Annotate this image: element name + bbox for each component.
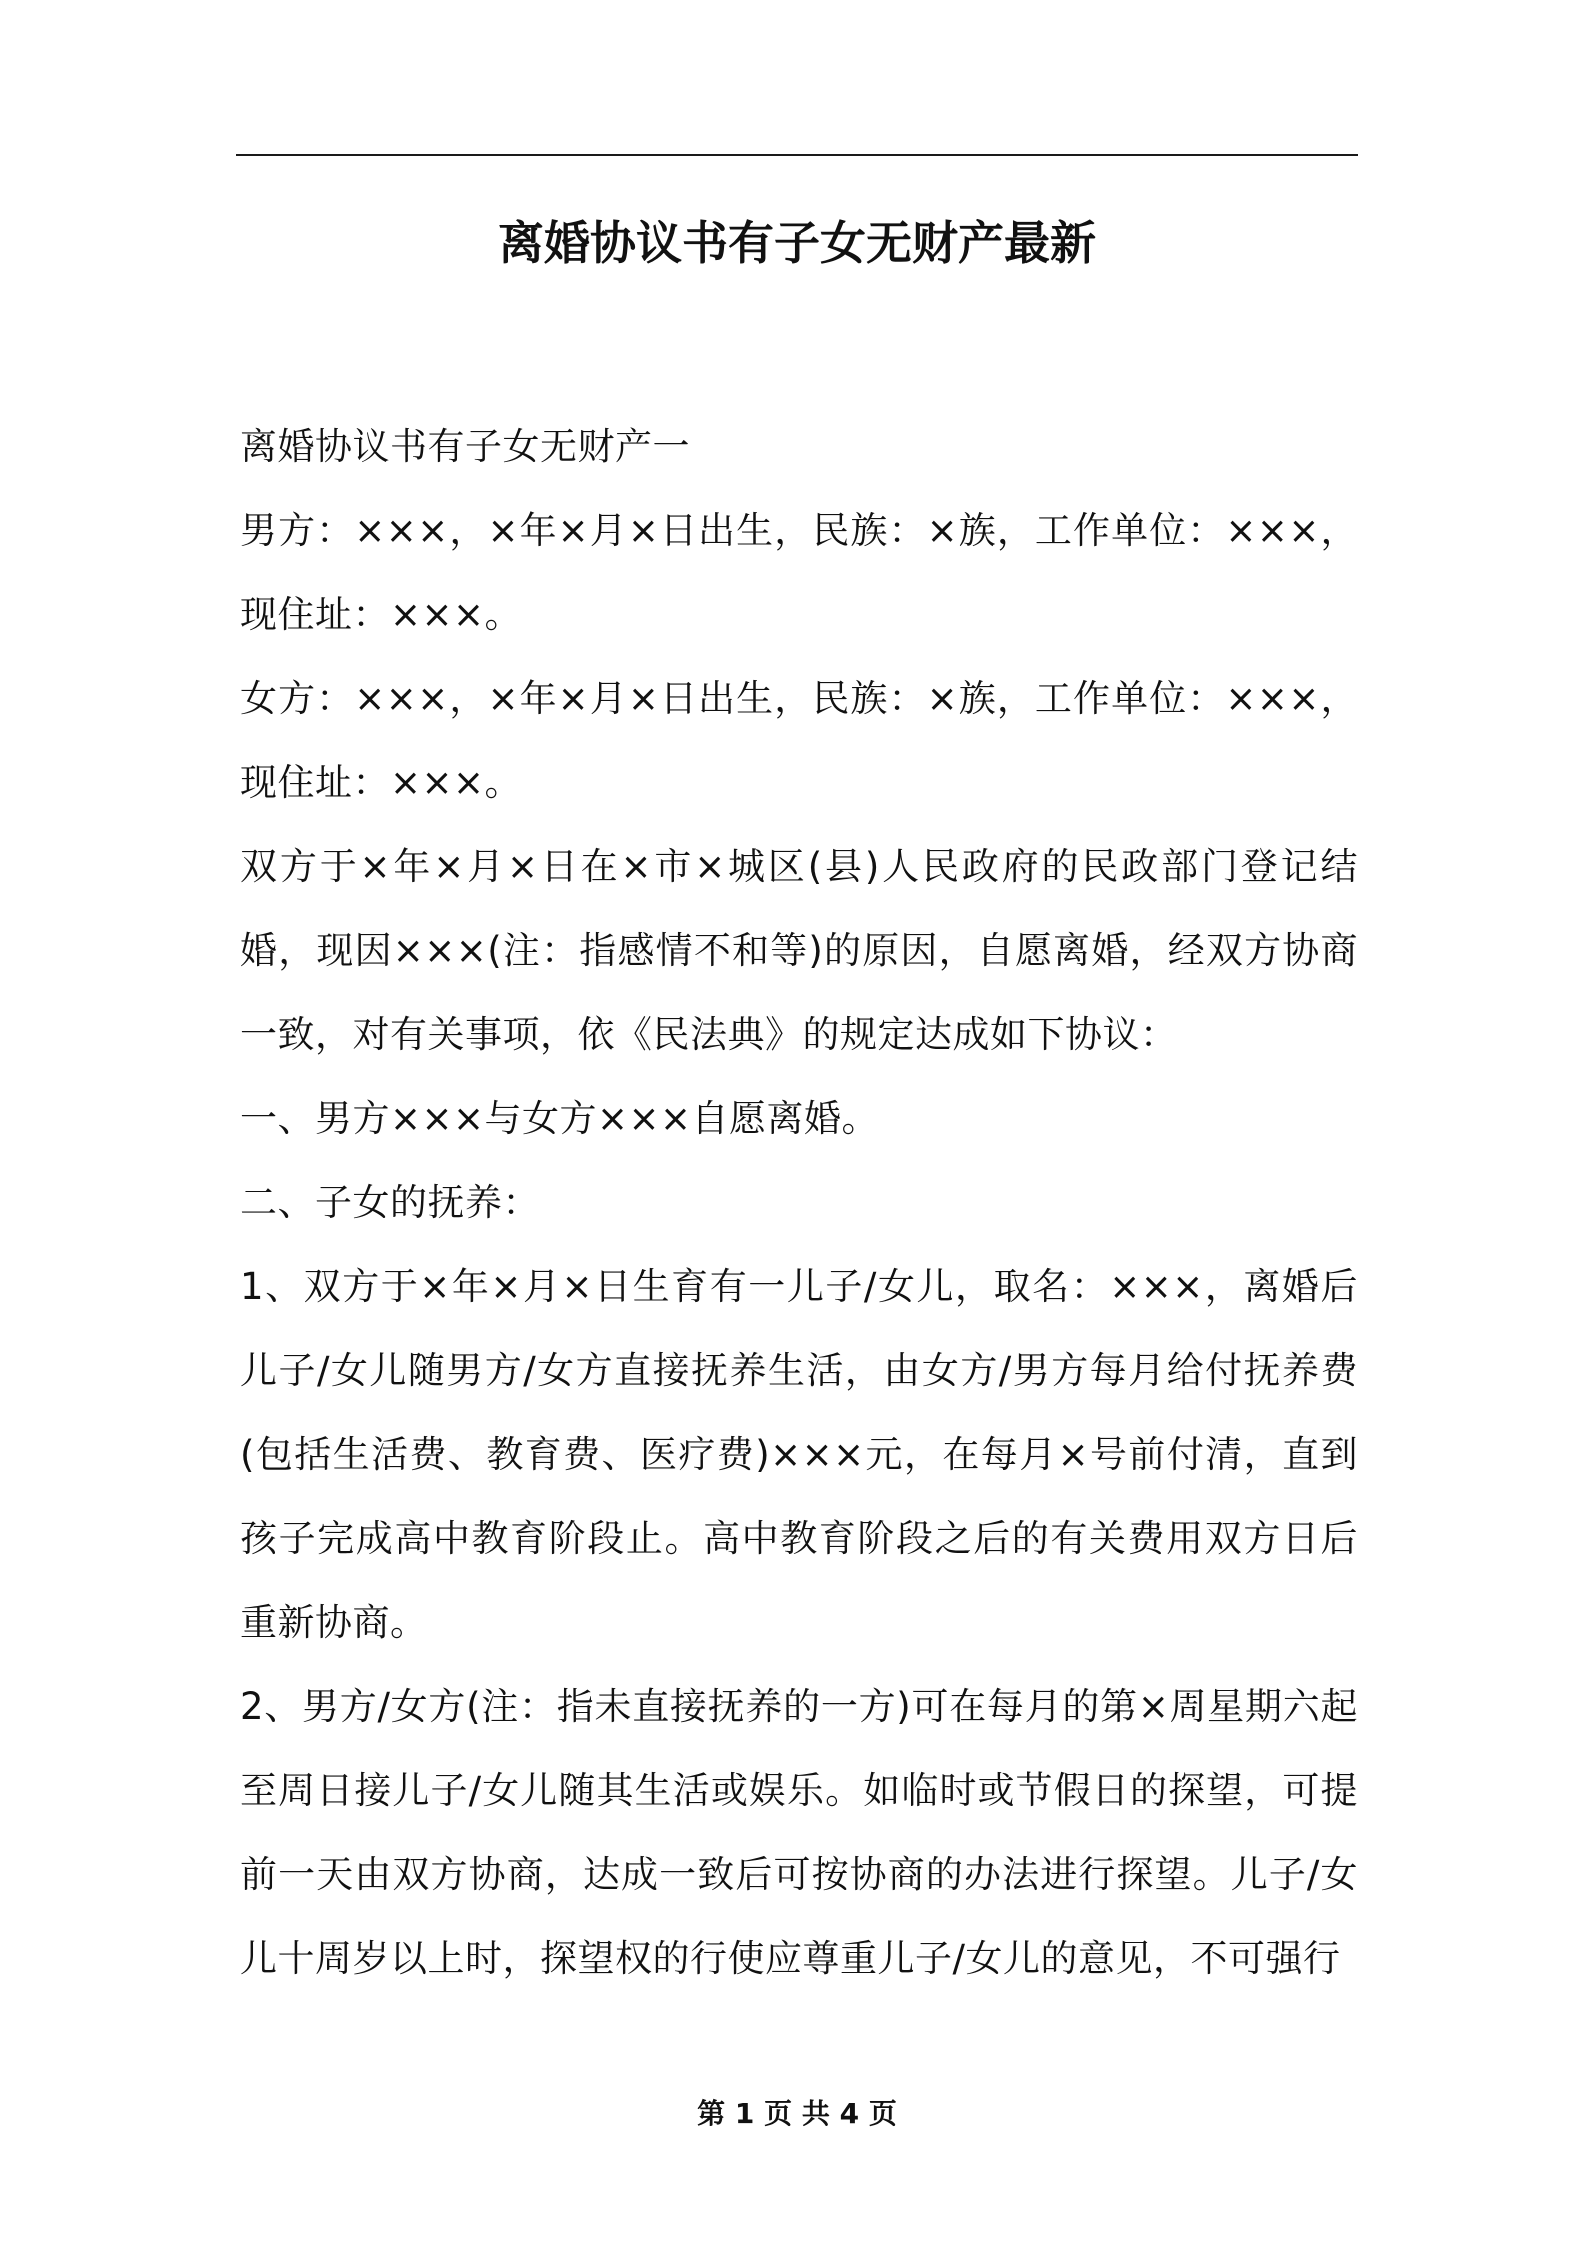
paragraph-male-party: 男方：×××，×年×月×日出生，民族：×族，工作单位：×××，现住址：×××。 (240, 509, 1358, 636)
clause-divorce: 一、男方×××与女方×××自愿离婚。 (240, 1097, 880, 1140)
paragraph-female-party: 女方：×××，×年×月×日出生，民族：×族，工作单位：×××，现住址：×××。 (240, 677, 1358, 804)
document-title: 离婚协议书有子女无财产最新 (498, 216, 1096, 270)
document-body (240, 405, 1358, 2001)
clause-child-custody-heading: 二、子女的抚养： (240, 1181, 540, 1224)
section-heading: 离婚协议书有子女无财产一 (240, 425, 690, 468)
header-rule (236, 154, 1358, 156)
page-number-footer: 第 1 页 共 4 页 (697, 2097, 897, 2130)
clause-visitation: 2、男方/女方(注：指未直接抚养的一方)可在每月的第×周星期六起至周日接儿子/女儿随其生活或娱乐。如临时或节假日的探望，可提前一天由双方协商，达成一致后可按协商的办法进行探望。儿子/女儿十周岁以上时，探望权的行使应尊重儿子/女儿的意见，不可强行 (240, 1685, 1358, 1980)
paragraph-preamble: 双方于×年×月×日在×市×城区(县)人民政府的民政部门登记结婚，现因×××(注：指感情不和等)的原因，自愿离婚，经双方协商一致，对有关事项，依《民法典》的规定达成如下协议： (240, 845, 1358, 1056)
clause-child-support: 1、双方于×年×月×日生育有一儿子/女儿，取名：×××，离婚后儿子/女儿随男方/女方直接抚养生活，由女方/男方每月给付抚养费(包括生活费、教育费、医疗费)×××元，在每月×号前付清，直到孩子完成高中教育阶段止。高中教育阶段之后的有关费用双方日后重新协商。 (240, 1265, 1358, 1644)
